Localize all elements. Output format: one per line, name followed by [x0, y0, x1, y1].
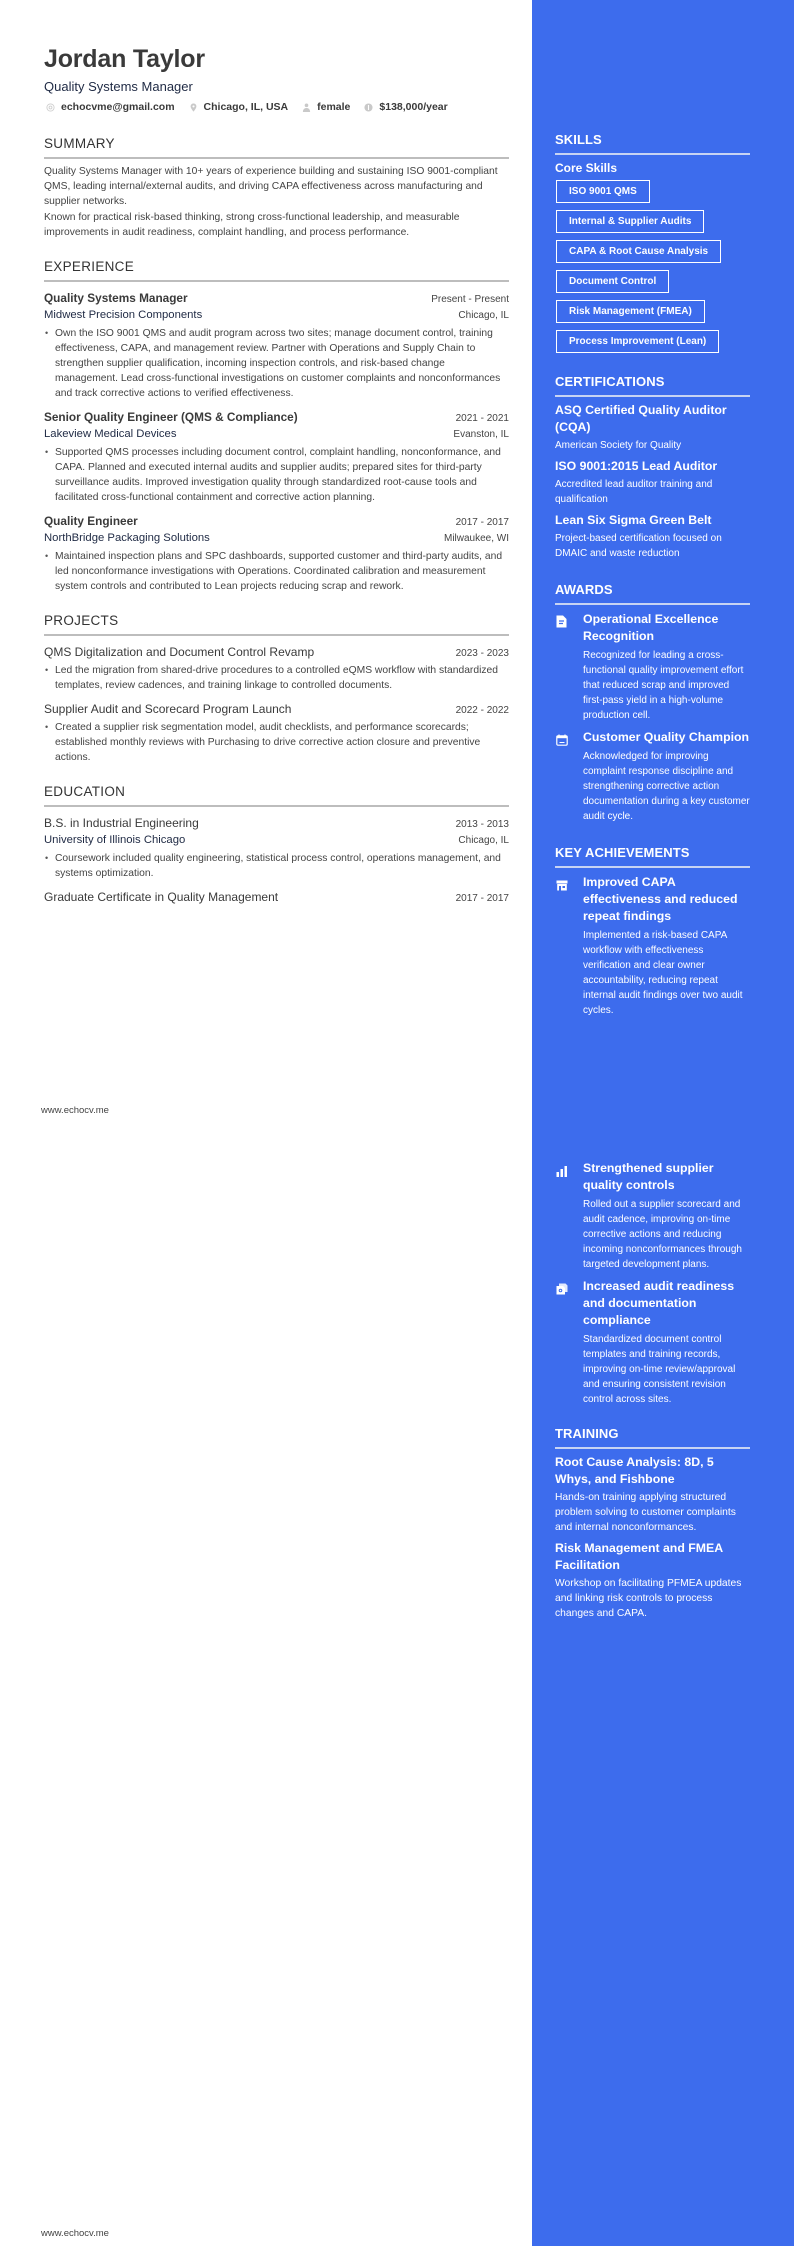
- contact-gender: [300, 101, 350, 113]
- school-location: Chicago, IL: [458, 835, 509, 846]
- job-title: Quality Systems Manager: [44, 291, 188, 305]
- skills-group-title: Core Skills: [555, 161, 618, 175]
- project-name: QMS Digitalization and Document Control Revamp: [44, 645, 315, 659]
- email-text: echocvme@gmail.com: [61, 101, 175, 113]
- job-dates: 2017 - 2017: [455, 517, 509, 528]
- documents-icon: [556, 1283, 568, 1295]
- bar-chart-icon: [556, 1166, 568, 1177]
- gender-text: female: [317, 101, 351, 113]
- project-dates: 2023 - 2023: [455, 648, 509, 659]
- project-bullet: • Led the migration from shared-drive procedures to a controlled eQMS workflow with standardized templates, review cadences, and training linkage to controlled documents.: [44, 663, 509, 693]
- achievement-item: [555, 874, 750, 1018]
- job-location: Chicago, IL: [458, 310, 509, 321]
- certifications-heading: CERTIFICATIONS: [555, 373, 750, 397]
- experience-entry: [44, 290, 509, 401]
- experience-section: [44, 258, 509, 594]
- project-name: Supplier Audit and Scorecard Program Launch: [44, 702, 292, 716]
- projects-heading: PROJECTS: [44, 612, 509, 636]
- summary-section: [44, 135, 509, 240]
- certification-name: ASQ Certified Quality Auditor (CQA): [555, 403, 727, 434]
- certifications-section: [555, 373, 750, 561]
- skills-heading: SKILLS: [555, 131, 750, 155]
- training-section: [555, 1425, 750, 1621]
- achievement-description: Implemented a risk-based CAPA workflow with effectiveness verification and clear owner accountability, reducing repeat internal audit findings over two audit cycles.: [583, 930, 743, 1016]
- award-description: Recognized for leading a cross-functional quality improvement effort that reduced scrap and improved first-pass yield in a high-volume production cell.: [583, 650, 744, 721]
- job-location: Evanston, IL: [453, 429, 509, 440]
- contact-salary: [362, 101, 447, 113]
- page-1-left-column: [0, 0, 532, 960]
- summary-heading: SUMMARY: [44, 135, 509, 159]
- degree-name: B.S. in Industrial Engineering: [44, 816, 199, 830]
- certification-item: [555, 512, 750, 561]
- award-item: [555, 729, 750, 824]
- job-title: Quality Engineer: [44, 514, 138, 528]
- skill-tag: Internal & Supplier Audits: [556, 210, 704, 233]
- document-icon: [556, 615, 567, 628]
- job-dates: 2021 - 2021: [455, 413, 509, 424]
- achievement-description: Standardized document control templates and training records, improving on-time review/approval and ensuring consistent revision control across sites.: [583, 1334, 736, 1405]
- skills-section: [555, 131, 750, 353]
- degree-name: Graduate Certificate in Quality Management: [44, 890, 279, 904]
- contact-location: [187, 101, 289, 113]
- experience-entry: [44, 409, 509, 505]
- certification-issuer: American Society for Quality: [555, 440, 682, 451]
- job-dates: Present - Present: [431, 294, 509, 305]
- award-item: [555, 611, 750, 723]
- job-bullet: • Supported QMS processes including document control, complaint handling, nonconformance, and CAPA. Planned and executed internal audits and supplier audits; prepared sites for third-party surveillance audits. Improved investigation quality through standardized root-cause tools and facilitated cross-functional containment and corrective action planning.: [44, 445, 509, 505]
- achievements-heading: KEY ACHIEVEMENTS: [555, 844, 750, 868]
- calendar-icon: [556, 734, 568, 746]
- job-bullet: • Own the ISO 9001 QMS and audit program across two sites; manage document control, training effectiveness, CAPA, and management review. Partner with Operations and Supply Chain to strengthen supplier qualification, incoming inspection controls, and risk-based change management. Lead cross-functional investigations on customer complaints and nonconformances and track corrective actions to verified effectiveness.: [44, 326, 509, 401]
- certification-issuer: Accredited lead auditor training and qualification: [555, 479, 713, 505]
- footer-link[interactable]: www.echocv.me: [41, 1105, 109, 1116]
- company-name: Lakeview Medical Devices: [44, 428, 177, 440]
- achievements-section: [555, 844, 750, 1018]
- summary-paragraph: Quality Systems Manager with 10+ years of experience building and sustaining ISO 9001-compliant QMS, leading internal/external audits, and driving CAPA effectiveness across manufacturing and supplier networks.: [44, 166, 498, 207]
- awards-section: [555, 581, 750, 824]
- certification-item: [555, 458, 750, 507]
- sidebar-page-2: [555, 1160, 750, 1621]
- candidate-name: Jordan Taylor: [44, 45, 205, 73]
- person-icon: [302, 103, 311, 112]
- achievement-item: [555, 1160, 750, 1272]
- job-title: Senior Quality Engineer (QMS & Compliance): [44, 410, 298, 424]
- company-name: NorthBridge Packaging Solutions: [44, 532, 210, 544]
- achievement-description: Rolled out a supplier scorecard and audit cadence, improving on-time corrective actions and reducing incoming nonconformances through targeted development plans.: [583, 1199, 742, 1270]
- training-description: Hands-on training applying structured problem solving to customer complaints and internal nonconformances.: [555, 1492, 736, 1533]
- education-dates: 2017 - 2017: [455, 893, 509, 904]
- project-entry: [44, 701, 509, 765]
- projects-section: [44, 612, 509, 765]
- education-dates: 2013 - 2013: [455, 819, 509, 830]
- salary-text: $138,000/year: [379, 101, 448, 113]
- sidebar-page-1: [555, 131, 750, 1018]
- certification-issuer: Project-based certification focused on DMAIC and waste reduction: [555, 533, 722, 559]
- award-title: Operational Excellence Recognition: [583, 612, 719, 643]
- certification-name: Lean Six Sigma Green Belt: [555, 513, 712, 527]
- achievement-title: Strengthened supplier quality controls: [583, 1161, 714, 1192]
- training-heading: TRAINING: [555, 1425, 750, 1449]
- project-bullet: • Created a supplier risk segmentation model, audit checklists, and performance scorecards; established monthly reviews with Purchasing to drive corrective action closure and preventive actions.: [44, 720, 509, 765]
- location-pin-icon: [189, 103, 198, 112]
- education-section: [44, 783, 509, 906]
- skill-tag: Process Improvement (Lean): [556, 330, 719, 353]
- job-location: Milwaukee, WI: [443, 533, 509, 544]
- candidate-title: Quality Systems Manager: [44, 79, 193, 94]
- award-title: Customer Quality Champion: [583, 730, 750, 744]
- certification-item: [555, 402, 750, 453]
- education-heading: EDUCATION: [44, 783, 509, 807]
- achievement-title: Increased audit readiness and documentation compliance: [583, 1279, 735, 1327]
- training-title: Root Cause Analysis: 8D, 5 Whys, and Fishbone: [555, 1455, 714, 1486]
- achievement-item: [555, 1278, 750, 1407]
- skill-tag: Risk Management (FMEA): [556, 300, 705, 323]
- training-item: [555, 1454, 750, 1535]
- job-bullet: • Maintained inspection plans and SPC dashboards, supported customer and third-party audits, and led nonconformance investigations with Operations. Coordinated calibration and measurement system controls and contributed to Lean projects reducing scrap and rework.: [44, 549, 509, 594]
- money-icon: [364, 103, 373, 112]
- skill-tag: ISO 9001 QMS: [556, 180, 650, 203]
- company-name: Midwest Precision Components: [44, 309, 203, 321]
- summary-paragraph: Known for practical risk-based thinking, strong cross-functional leadership, and measurable improvements in audit readiness, complaint handling, and process performance.: [44, 212, 460, 238]
- skill-tag: CAPA & Root Cause Analysis: [556, 240, 721, 263]
- award-description: Acknowledged for improving complaint response discipline and strengthening corrective action documentation during a key customer audit cycle.: [583, 751, 750, 822]
- certification-name: ISO 9001:2015 Lead Auditor: [555, 459, 718, 473]
- training-item: [555, 1540, 750, 1621]
- footer-link[interactable]: www.echocv.me: [41, 2228, 109, 2239]
- contact-email[interactable]: [44, 101, 175, 113]
- location-text: Chicago, IL, USA: [203, 101, 289, 113]
- experience-entry: [44, 513, 509, 594]
- awards-heading: AWARDS: [555, 581, 750, 605]
- education-entry: [44, 889, 509, 906]
- education-entry: [44, 815, 509, 881]
- education-bullet: • Coursework included quality engineering, statistical process control, operations management, and systems optimization.: [44, 851, 509, 881]
- store-icon: [556, 880, 568, 891]
- experience-heading: EXPERIENCE: [44, 258, 509, 282]
- project-entry: [44, 644, 509, 693]
- contact-row: [44, 101, 509, 113]
- training-description: Workshop on facilitating PFMEA updates and linking risk controls to process changes and CAPA.: [555, 1578, 742, 1619]
- at-icon: [46, 103, 55, 112]
- skill-tags: [556, 176, 750, 353]
- project-dates: 2022 - 2022: [455, 705, 509, 716]
- achievement-title: Improved CAPA effectiveness and reduced repeat findings: [583, 875, 738, 923]
- training-title: Risk Management and FMEA Facilitation: [555, 1541, 723, 1572]
- skill-tag: Document Control: [556, 270, 669, 293]
- school-name: University of Illinois Chicago: [44, 834, 186, 846]
